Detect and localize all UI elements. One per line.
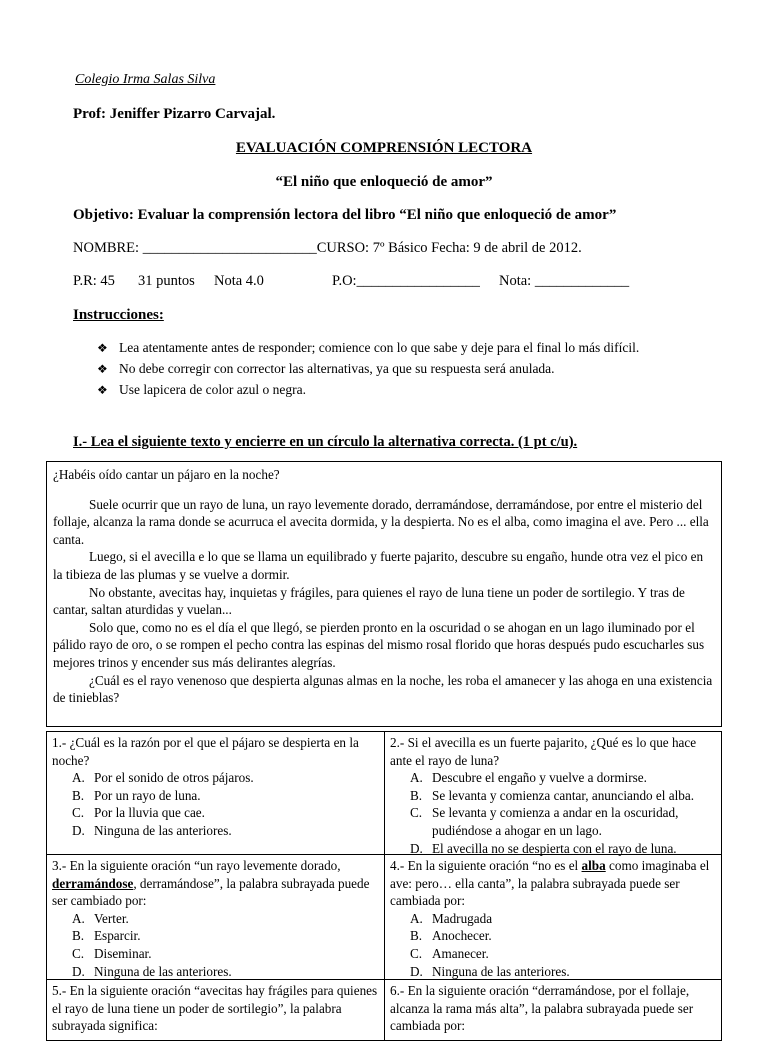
instructions-list: [97, 339, 697, 402]
option-b[interactable]: B. Se levanta y comienza cantar, anunciando el alba.: [410, 787, 694, 803]
name-course-date-line: NOMBRE: ________________________CURSO: 7º Básico Fecha: 9 de abril de 2012.: [73, 240, 582, 256]
options-list: [52, 910, 379, 980]
option-a[interactable]: A. Verter.: [72, 910, 129, 926]
teacher-name: Prof: Jeniffer Pizarro Carvajal.: [73, 106, 276, 122]
option-b[interactable]: B. Anochecer.: [410, 928, 492, 944]
option-b[interactable]: B. Por un rayo de luna.: [72, 787, 201, 803]
text-paragraph: ¿Habéis oído cantar un pájaro en la noche?: [53, 467, 280, 482]
diamond-bullet-icon: ❖: [97, 362, 108, 376]
instruction-item: ❖ Use lapicera de color azul o negra.: [97, 382, 307, 397]
question-stem: 1.- ¿Cuál es la razón por el que el pájaro se despierta en la noche?: [52, 735, 359, 768]
text-paragraph: No obstante, avecitas hay, inquietas y frágiles, para quienes el rayo de luna tiene un poder de sortilegio. Y tras de cantar, saltan aturdidas y vuelan...: [53, 584, 685, 618]
question-5: [47, 980, 384, 1040]
option-a[interactable]: A. Madrugada: [410, 910, 493, 926]
text-paragraph: Solo que, como no es el día el que llegó, se pierden pronto en la oscuridad o se ahogan en un lago iluminado por el pálido rayo de oro, o se rompen el pecho contra las espinas del mismo rosal florido que horas después pudo escucharles sus mejores trinos y encender sus más delirantes alegrías.: [53, 619, 705, 670]
question-stem: 5.- En la siguiente oración “avecitas hay frágiles para quienes el rayo de luna tiene un poder de sortilegio”, la palabra subrayada significa:: [52, 983, 378, 1034]
question-row: [47, 732, 721, 855]
question-row: [47, 855, 721, 980]
book-title: “El niño que enloqueció de amor”: [275, 174, 493, 190]
option-c[interactable]: C. Amanecer.: [410, 945, 489, 961]
question-1: [47, 732, 384, 854]
option-a[interactable]: A. Por el sonido de otros pájaros.: [72, 770, 254, 786]
question-stem: 6.- En la siguiente oración “derramándose, por el follaje, alcanza la rama más alta”, la palabra subrayada puede ser cambiada por:: [390, 983, 694, 1034]
question-2: [384, 732, 721, 854]
objective: Objetivo: Evaluar la comprensión lectora del libro “El niño que enloqueció de amor”: [73, 207, 617, 223]
question-stem: 2.- Si el avecilla es un fuerte pajarito, ¿Qué es lo que hace ante el rayo de luna?: [390, 735, 697, 768]
questions-table: [46, 731, 722, 1041]
options-list: [390, 910, 716, 980]
option-c[interactable]: C. Diseminar.: [72, 945, 152, 961]
page-title: EVALUACIÓN COMPRENSIÓN LECTORA: [235, 140, 533, 156]
option-d[interactable]: D. Ninguna de las anteriores.: [72, 963, 232, 979]
diamond-bullet-icon: ❖: [97, 383, 108, 397]
text-paragraph: Suele ocurrir que un rayo de luna, un rayo levemente dorado, derramándose, derramándose, por entre el misterio del follaje, alcanza la rama donde se acurruca el avecita dormida, y la despierta. No es el alba, como imagina el ave. Pero ... ella canta.: [53, 496, 709, 547]
instruction-item: ❖ No debe corregir con corrector las alternativas, ya que su respuesta será anulada.: [97, 361, 555, 376]
instructions-title: Instrucciones:: [73, 307, 164, 323]
diamond-bullet-icon: ❖: [97, 341, 108, 355]
question-6: [384, 980, 721, 1040]
option-b[interactable]: B. Esparcir.: [72, 928, 141, 944]
option-c[interactable]: C. Por la lluvia que cae.: [72, 805, 205, 821]
grade-scale-label: Nota 4.0: [214, 273, 264, 289]
question-3: [47, 855, 384, 979]
option-d[interactable]: D. Ninguna de las anteriores.: [72, 822, 232, 838]
score-line: [73, 273, 673, 291]
reading-text-box: [46, 461, 722, 727]
text-paragraph: ¿Cuál es el rayo venenoso que despierta algunas almas en la noche, les roba el amanecer y las ahoga en una existencia de tinieblas?: [53, 672, 713, 706]
instruction-item: ❖ Lea atentamente antes de responder; comience con lo que sabe y deje para el final lo más difícil.: [97, 340, 640, 355]
option-d[interactable]: D. Ninguna de las anteriores.: [410, 963, 570, 979]
question-stem: 3.- En la siguiente oración “un rayo levemente dorado, derramándose, derramándose”, la palabra subrayada puede ser cambiado por:: [52, 858, 370, 909]
po-field: P.O:_________________: [332, 273, 480, 289]
pr-label: P.R: 45: [73, 273, 115, 289]
points-label: 31 puntos: [138, 273, 195, 289]
question-4: [384, 855, 721, 979]
question-row: [47, 980, 721, 1041]
option-d[interactable]: D. El avecilla no se despierta con el rayo de luna.: [410, 840, 677, 856]
option-a[interactable]: A. Descubre el engaño y vuelve a dormirse.: [410, 770, 647, 786]
section-heading: I.- Lea el siguiente texto y encierre en un círculo la alternativa correcta. (1 pt c/u).: [73, 434, 578, 450]
grade-field: Nota: _____________: [499, 273, 630, 289]
text-paragraph: Luego, si el avecilla e lo que se llama un equilibrado y fuerte pajarito, descubre su engaño, hunde otra vez el pico en la tibieza de las plumas y se vuelve a dormir.: [53, 549, 704, 582]
options-list: [52, 769, 379, 839]
option-c[interactable]: C. Se levanta y comienza a andar en la oscuridad, pudiéndose a ahogar en un lago.: [410, 805, 679, 838]
question-stem: 4.- En la siguiente oración “no es el alba como imaginaba el ave: pero… ella canta”, la palabra subrayada puede ser cambiada por:: [390, 858, 710, 909]
school-name: Colegio Irma Salas Silva: [75, 72, 216, 87]
options-list: [390, 769, 716, 857]
